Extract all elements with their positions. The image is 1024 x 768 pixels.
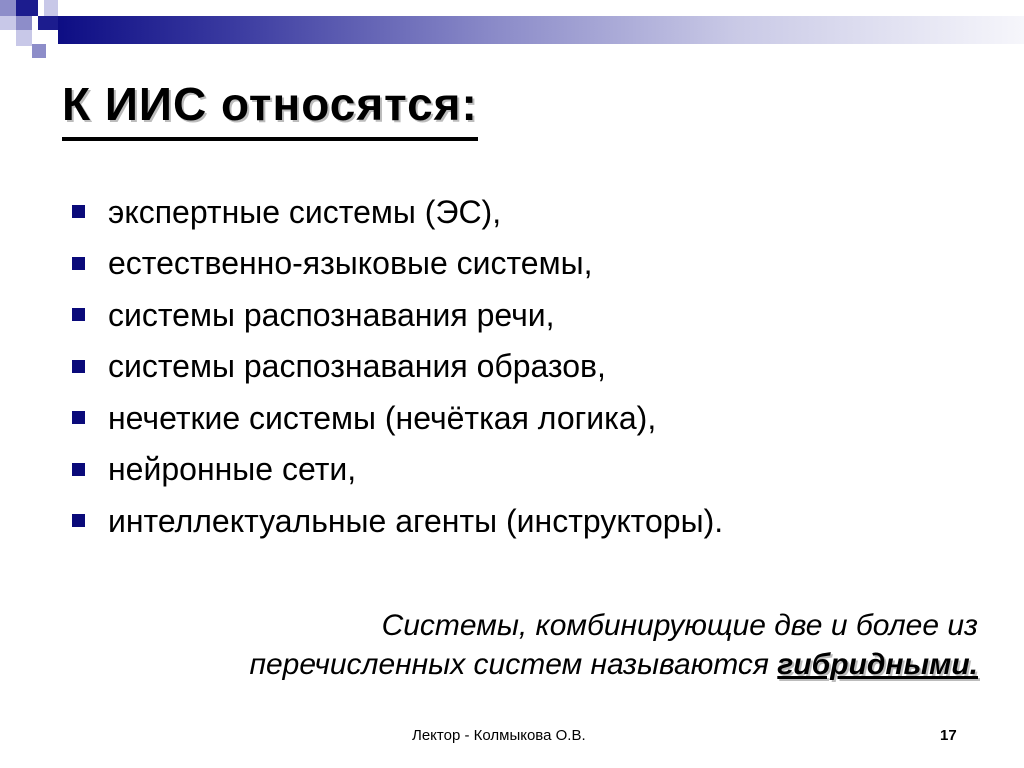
bullet-list	[72, 186, 972, 547]
note-line-2	[150, 645, 978, 684]
summary-note	[150, 606, 978, 684]
page-number: 17	[940, 727, 957, 744]
bullet-text: нечеткие системы (нечёткая логика),	[108, 399, 657, 436]
header-decoration	[0, 0, 1024, 46]
deco-square	[0, 0, 16, 16]
slide-title: К ИИС относятся:	[62, 78, 478, 141]
list-item	[72, 238, 972, 290]
bullet-text: естественно-языковые системы,	[108, 245, 593, 282]
bullet-text: интеллектуальные агенты (инструкторы).	[108, 502, 724, 539]
deco-square	[44, 0, 58, 16]
square-bullet-icon	[72, 463, 85, 476]
square-bullet-icon	[72, 514, 85, 527]
footer-lecturer: Лектор - Колмыкова О.В.	[412, 727, 586, 744]
square-bullet-icon	[72, 411, 85, 424]
bullet-text: нейронные сети,	[108, 451, 357, 488]
header-gradient-bar	[58, 16, 1024, 44]
list-item	[72, 341, 972, 393]
square-bullet-icon	[72, 205, 85, 218]
note-line-1: Системы, комбинирующие две и более из	[381, 609, 978, 642]
deco-square	[38, 16, 58, 30]
deco-square	[16, 0, 38, 16]
bullet-text: системы распознавания образов,	[108, 348, 606, 385]
square-bullet-icon	[72, 257, 85, 270]
list-item	[72, 392, 972, 444]
list-item	[72, 444, 972, 496]
note-emphasis: гибридными.	[777, 648, 978, 681]
bullet-text: системы распознавания речи,	[108, 296, 555, 333]
square-bullet-icon	[72, 360, 85, 373]
note-line-2-text: перечисленных систем называются	[249, 648, 778, 681]
deco-square	[0, 16, 16, 30]
deco-square	[16, 16, 32, 30]
bullet-text: экспертные системы (ЭС),	[108, 193, 502, 230]
list-item	[72, 186, 972, 238]
list-item	[72, 495, 972, 547]
deco-square	[32, 44, 46, 58]
list-item	[72, 289, 972, 341]
deco-square	[16, 30, 32, 46]
square-bullet-icon	[72, 308, 85, 321]
